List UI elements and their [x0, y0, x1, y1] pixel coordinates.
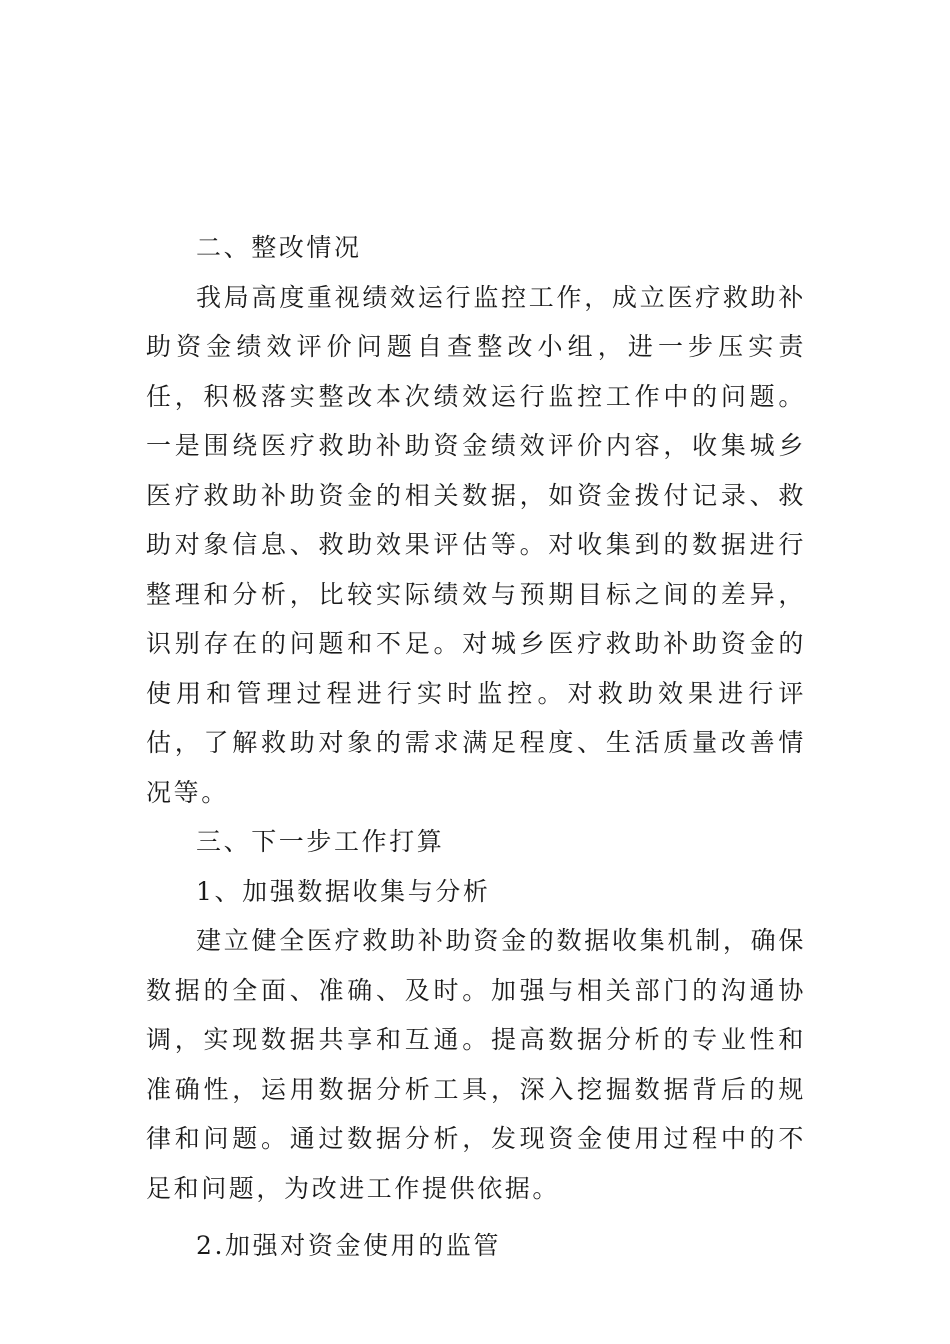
section-heading-next-steps: 三、下一步工作打算: [196, 827, 445, 856]
subheading-data-collection: 1、加强数据收集与分析: [196, 876, 491, 906]
subheading-fund-supervision: 2.加强对资金使用的监管: [196, 1231, 502, 1260]
document-body: [146, 223, 806, 1271]
section-heading-rectification: 二、整改情况: [196, 233, 362, 262]
paragraph-rectification-details: 我局高度重视绩效运行监控工作，成立医疗救助补助资金绩效评价问题自查整改小组，进一步压实责任，积极落实整改本次绩效运行监控工作中的问题。一是围绕医疗救助补助资金绩效评价内容，收集城乡医疗救助补助资金的相关数据，如资金拨付记录、救助对象信息、救助效果评估等。对收集到的数据进行整理和分析，比较实际绩效与预期目标之间的差异，识别存在的问题和不足。对城乡医疗救助补助资金的使用和管理过程进行实时监控。对救助效果进行评估，了解救助对象的需求满足程度、生活质量改善情况等。: [146, 282, 806, 807]
paragraph-data-collection: 建立健全医疗救助补助资金的数据收集机制，确保数据的全面、准确、及时。加强与相关部门的沟通协调，实现数据共享和互通。提高数据分析的专业性和准确性，运用数据分析工具，深入挖掘数据背后的规律和问题。通过数据分析，发现资金使用过程中的不足和问题，为改进工作提供依据。: [146, 926, 806, 1203]
